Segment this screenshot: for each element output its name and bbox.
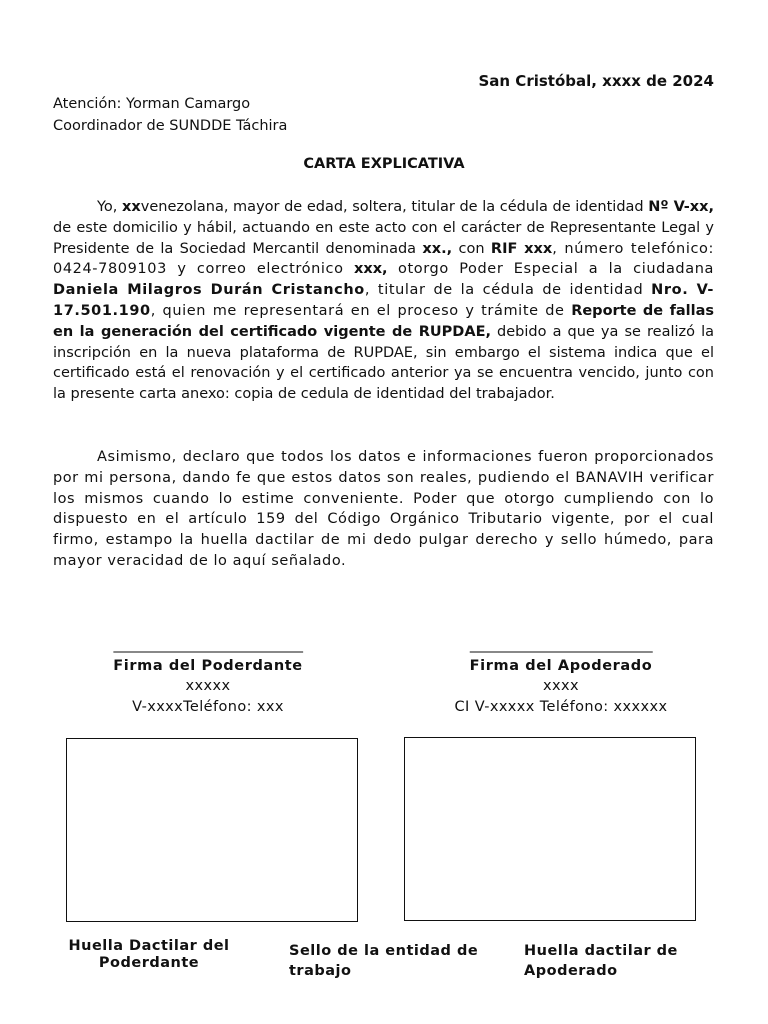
p1-text: , número telefónico: 0424-7809103 y correo electrónico xyxy=(53,240,714,278)
p1-text: , titular de la cédula de identidad xyxy=(364,282,652,299)
signature-block-agent xyxy=(440,635,682,717)
signature-block-grantor xyxy=(92,635,324,717)
signature-role: Firma del Apoderado xyxy=(469,657,653,674)
p1-text: venezolana, mayor de edad, soltera, titular de la cédula de identidad xyxy=(140,199,649,215)
letter-title: CARTA EXPLICATIVA xyxy=(303,156,465,172)
signature-name: xxxxx xyxy=(185,678,231,694)
fingerprint-box-agent xyxy=(404,737,696,921)
p1-id-bold: Nº V-xx, xyxy=(648,199,714,215)
p1-name-bold: xx xyxy=(122,199,141,215)
p1-text: otorgo Poder Especial a la ciudadana xyxy=(387,261,714,278)
p1-text: , quien me representará en el proceso y trámite de xyxy=(150,302,572,319)
body-paragraph-2: Asimismo, declaro que todos los datos e informaciones fueron proporcionados por mi persona, dando fe que estos datos son reales, pudiendo el BANAVIH verificar los mismos cuando lo estime conveniente. Poder que otorgo cumpliendo con lo dispuesto en el artículo 159 del Código Orgánico Tributario vigente, por el cual firmo, estampo la huella dactilar de mi dedo pulgar derecho y sello húmedo, para mayor veracidad de lo aquí señalado. xyxy=(53,449,714,569)
caption-stamp: Sello de la entidad de trabajo xyxy=(289,943,479,979)
p1-rif-bold: RIF xxx xyxy=(490,240,553,257)
signature-line: ___________________________ xyxy=(469,637,653,653)
signature-line: ____________________________ xyxy=(113,637,303,653)
p1-text: Yo, xyxy=(97,199,123,215)
caption-fingerprint-agent: Huella dactilar de Apoderado xyxy=(524,943,678,979)
p1-agent-id-bold: Nro. V-17.501.190 xyxy=(53,282,714,319)
signature-id-phone: V-xxxxTeléfono: xxx xyxy=(132,698,284,715)
signature-id-phone: CI V-xxxxx Teléfono: xxxxxx xyxy=(454,698,668,715)
p1-text: de este domicilio y hábil, actuando en este acto con el carácter de Representante Legal y Presidente de la Sociedad Mercantil denominada xyxy=(53,219,714,257)
addressee-role: Coordinador de SUNDDE Táchira xyxy=(53,118,288,134)
attention-line: Atención: Yorman Camargo xyxy=(53,96,251,112)
date-line: San Cristóbal, xxxx de 2024 xyxy=(478,72,714,90)
p1-subject-bold: Reporte de fallas en la generación del certificado vigente de RUPDAE, xyxy=(53,302,715,340)
fingerprint-box-grantor xyxy=(66,738,358,922)
signature-name: xxxx xyxy=(543,678,579,694)
addressee-block xyxy=(53,93,287,137)
body-paragraph-1 xyxy=(53,197,714,405)
p1-text: debido a que ya se realizó la inscripción en la nueva plataforma de RUPDAE, sin embargo el sistema indica que el certificado está el renovación y el certificado anterior ya se encuentra vencido, junto con la presente carta anexo: copia de cedula de identidad del trabajador. xyxy=(53,323,714,403)
signature-role: Firma del Poderdante xyxy=(113,657,303,674)
p1-agent-name-bold: Daniela Milagros Durán Cristancho xyxy=(53,282,365,299)
caption-fingerprint-grantor: Huella Dactilar del Poderdante xyxy=(68,938,230,971)
p1-text: con xyxy=(452,240,491,257)
p1-company-bold: xx., xyxy=(422,240,453,257)
p1-email-bold: xxx, xyxy=(354,261,388,278)
